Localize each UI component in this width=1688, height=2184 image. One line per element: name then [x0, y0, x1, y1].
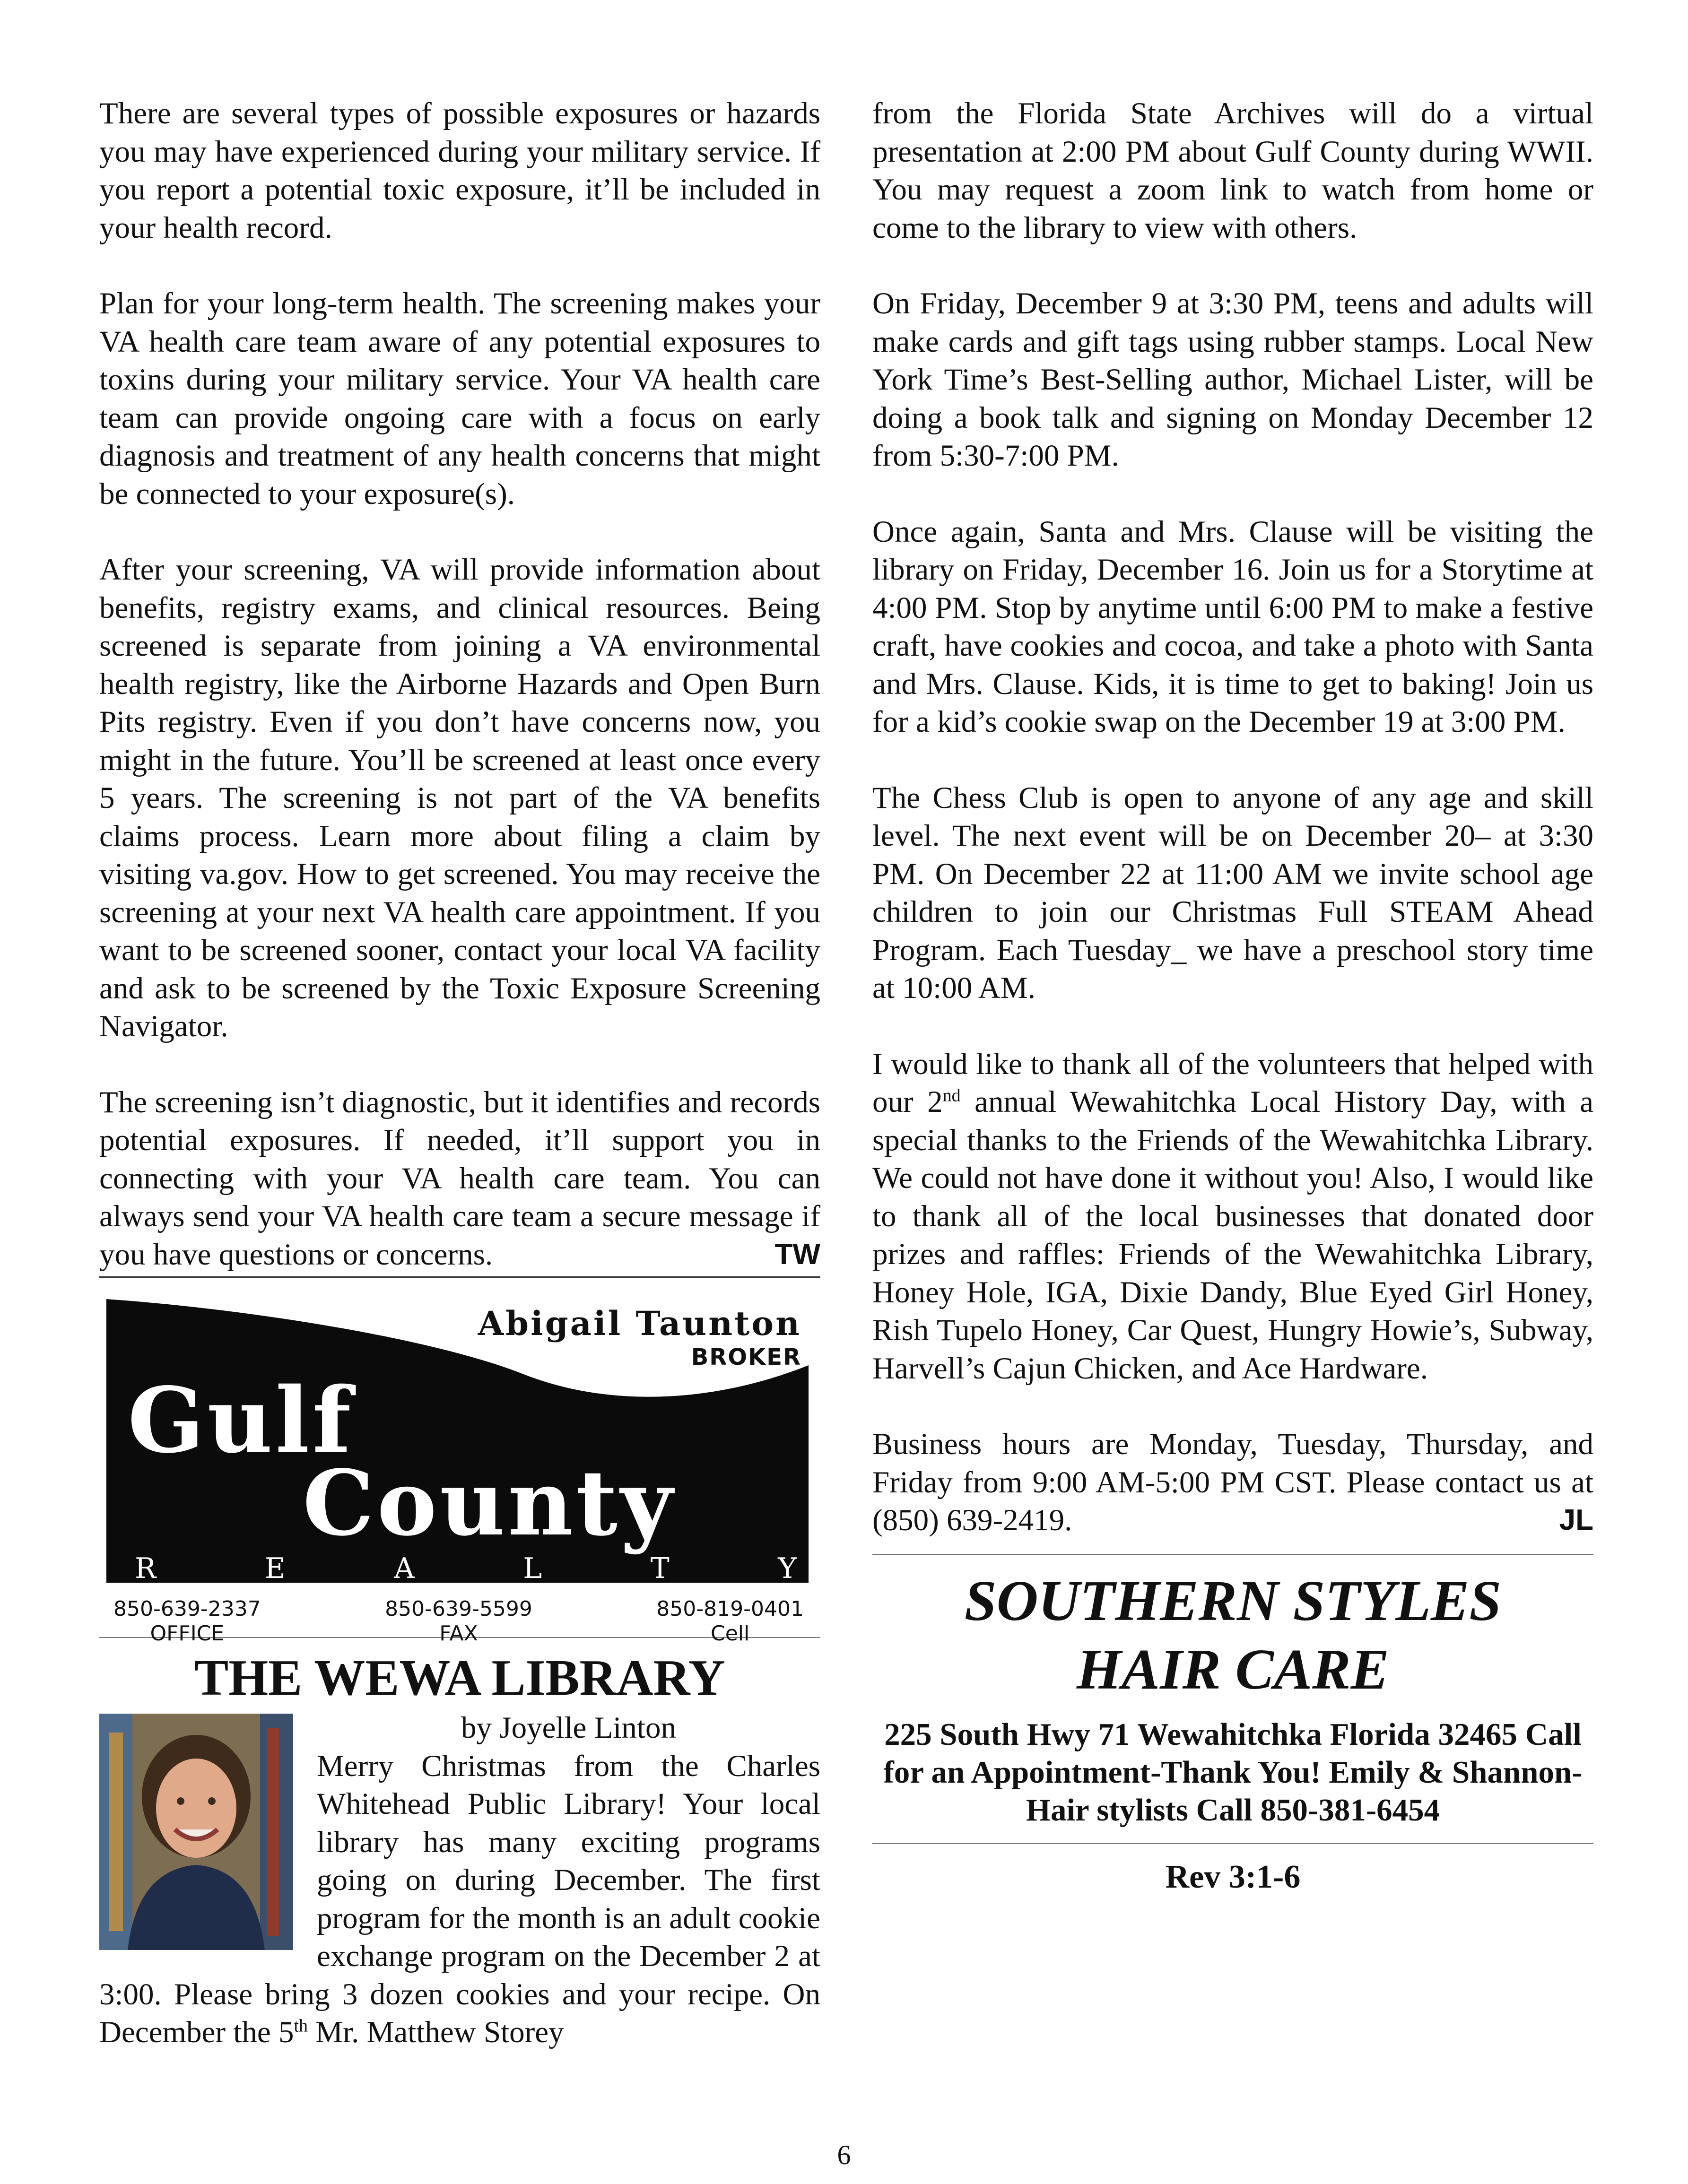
realty-phone-cell: [656, 1597, 804, 1646]
realty-letter: R: [135, 1552, 157, 1585]
library-paragraph: On Friday, December 9 at 3:30 PM, teens and adults will make cards and gift tags using rubber stamps. Local New York Time’s Best-Selling author, Michael Lister, will be doing a book talk and signing on Monday December 12 from 5:30-7:00 PM.: [872, 286, 1593, 473]
library-paragraph-last: [872, 1425, 1593, 1540]
realty-phone-list: [113, 1597, 804, 1646]
section-divider: [872, 1843, 1593, 1844]
author-photo-image: [99, 1714, 293, 1950]
author-initials: TW: [774, 1238, 820, 1271]
salon-title-line2: HAIR CARE: [1076, 1637, 1390, 1701]
bible-verse: Rev 3:1-6: [1165, 1858, 1301, 1895]
left-column: [99, 95, 820, 2052]
phone-label: FAX: [439, 1621, 478, 1646]
realty-letter: T: [650, 1552, 670, 1585]
library-thanks-text-cont: annual Wewahitchka Local History Day, with a special thanks to the Friends of the Wewahitchka Library. We could not have done it without you! Also, I would like to thank all of the local businesses that donated door prizes and raffles: Friends of the Wewahitchka Library, Honey Hole, IGA, Dixie Dandy, Blue Eyed Girl Honey, Rish Tupelo Honey, Car Quest, Hungry Howie’s, Subway, Harvell’s Cajun Chicken, and Ace Hardware.: [872, 1085, 1593, 1386]
realty-letter: Y: [778, 1552, 797, 1585]
library-hours-text: Business hours are Monday, Tuesday, Thursday, and Friday from 9:00 AM-5:00 PM CST. Please contact us at (850) 639-2419.: [872, 1427, 1593, 1537]
article-paragraph: After your screening, VA will provide information about benefits, registry exams, and clinical resources. Being screened is separate from joining a VA environmental health registry, like the Airborne Hazards and Open Burn Pits registry. Even if you don’t have concerns now, you might in the future. You’ll be screened at least once every 5 years. The screening is not part of the VA benefits claims process. Learn more about filing a claim by visiting va.gov. How to get screened. You may receive the screening at your next VA health care appointment. If you want to be screened sooner, contact your local VA facility and ask to be screened by the Toxic Exposure Screening Navigator.: [99, 553, 820, 1043]
page-number: 6: [837, 2140, 851, 2170]
salon-title: [872, 1567, 1593, 1704]
article-paragraph-text: The screening isn’t diagnostic, but it identifies and records potential exposures. If needed, it’ll support you in connecting with your VA health care team. You can always send your VA health care team a secure message if you have questions or concerns.: [99, 1085, 820, 1272]
article-paragraph: There are several types of possible exposures or hazards you may have experienced during your military service. If you report a potential toxic exposure, it’ll be included in your health record.: [99, 96, 820, 245]
library-article: [99, 1709, 820, 2052]
salon-title-line1: SOUTHERN STYLES: [964, 1569, 1502, 1633]
article-paragraph: Plan for your long-term health. The screening makes your VA health care team aware of any potential exposures to toxins during your military service. Your VA health care team can provide ongoing care with a focus on early diagnosis and treatment of any health concerns that might be connected to your exposure(s).: [99, 286, 820, 511]
realty-advertisement: [99, 1294, 820, 1646]
realty-letter: A: [394, 1552, 415, 1585]
section-divider: [99, 1276, 820, 1278]
library-thanks-text: I would like to thank all of the volunteers that helped with our 2: [872, 1047, 1593, 1119]
realty-phone-fax: [385, 1597, 532, 1646]
phone-number: 850-639-2337: [113, 1597, 261, 1621]
library-intro-end: Mr. Matthew Storey: [308, 2015, 564, 2049]
realty-letter: L: [523, 1552, 542, 1585]
phone-number: 850-639-5599: [385, 1597, 532, 1621]
phone-number: 850-819-0401: [656, 1597, 804, 1621]
ordinal-suffix: nd: [942, 1085, 961, 1106]
realty-agent-title: BROKER: [691, 1344, 801, 1370]
realty-name-line1: Gulf: [128, 1368, 354, 1473]
realty-agent-name: Abigail Taunton: [478, 1304, 801, 1343]
library-section-title: THE WEWA LIBRARY: [194, 1650, 725, 1706]
realty-letter: E: [264, 1552, 286, 1585]
realty-phone-office: [113, 1597, 261, 1646]
article-paragraph-last: [99, 1083, 820, 1274]
salon-contact-info: 225 South Hwy 71 Wewahitchka Florida 32465 Call for an Appointment-Thank You! Emily & Shannon-Hair stylists Call 850-381-6454: [883, 1716, 1583, 1828]
author-initials: JL: [1559, 1504, 1593, 1536]
ordinal-suffix: th: [294, 2016, 308, 2036]
library-paragraph: Once again, Santa and Mrs. Clause will be visiting the library on Friday, December 16. Join us for a Storytime at 4:00 PM. Stop by anytime until 6:00 PM to make a festive craft, have cookies and cocoa, and take a photo with Santa and Mrs. Clause. Kids, it is time to get to baking! Join us for a kid’s cookie swap on the December 19 at 3:00 PM.: [872, 514, 1593, 739]
library-byline: by Joyelle Linton: [461, 1711, 676, 1745]
realty-name-line2: County: [303, 1450, 676, 1556]
salon-advertisement: [872, 1567, 1593, 1829]
realty-word: [135, 1552, 797, 1585]
right-column: [872, 95, 1593, 1896]
phone-label: OFFICE: [150, 1621, 225, 1646]
library-paragraph: from the Florida State Archives will do a virtual presentation at 2:00 PM about Gulf County during WWII. You may request a zoom link to watch from home or come to the library to view with others.: [872, 96, 1593, 245]
library-paragraph: The Chess Club is open to anyone of any age and skill level. The next event will be on December 20– at 3:30 PM. On December 22 at 11:00 AM we invite school age children to join our Christmas Full STEAM Ahead Program. Each Tuesday_ we have a preschool story time at 10:00 AM.: [872, 780, 1593, 1005]
author-photo: [99, 1714, 293, 1950]
library-intro-text: Merry Christmas from the Charles Whitehead Public Library! Your local library has many exciting programs going on during December. The first program for the month is an adult cookie exchange program on the December 2 at 3:00. Please bring 3 dozen cookies and your recipe. On December the 5: [99, 1749, 820, 2049]
section-divider: [872, 1554, 1593, 1555]
phone-label: Cell: [711, 1621, 750, 1646]
library-paragraph: [872, 1045, 1593, 1388]
